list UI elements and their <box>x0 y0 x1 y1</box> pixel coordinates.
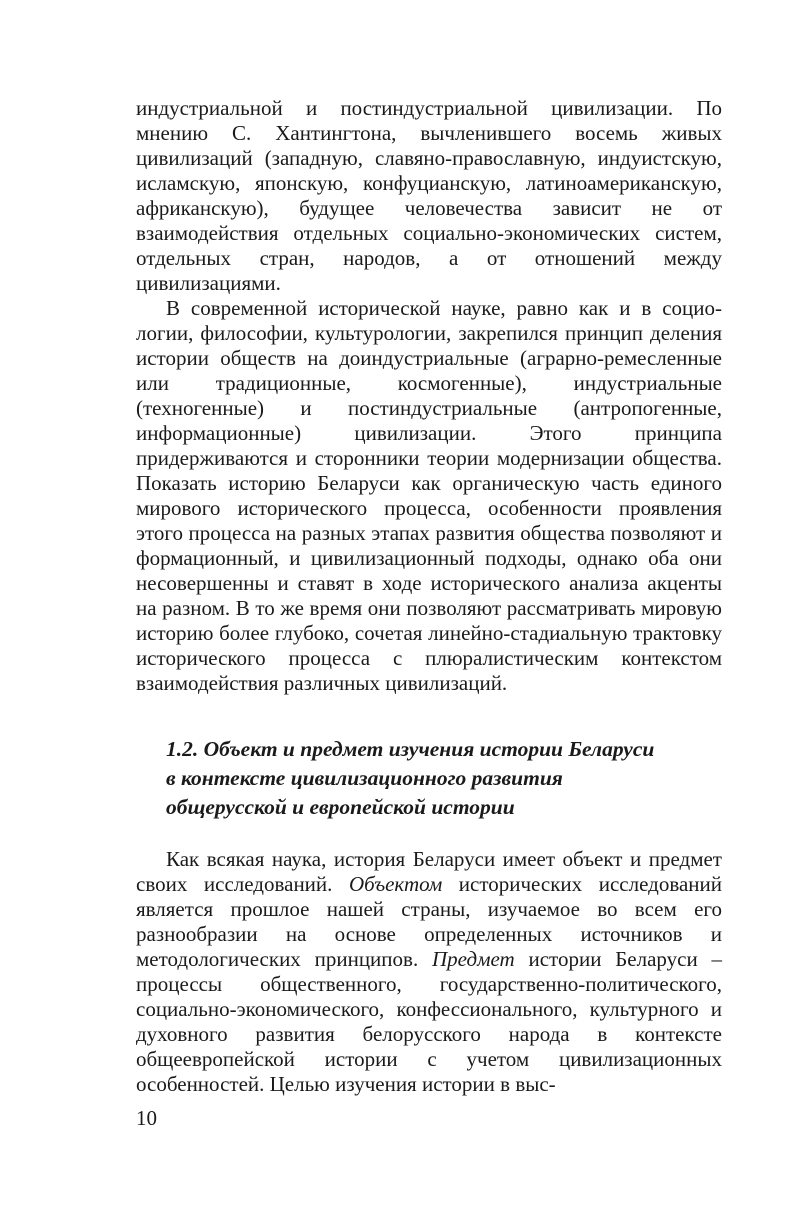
paragraph-modern-historical-science: В современной исторической науке, равно как и в социологии, философии, культурологии, закрепился принцип деления истории обществ на доиндустриальные (аграрно-ремесленные или традиционные, космогенные), индустриальные (техногенные) и постиндустриальные (антропогенные, информационные) цивилизации. Этого принципа придерживаются и сторонники теории модернизации общества. Показать историю Беларуси как органическую часть единого мирового исторического процесса, особенности проявления этого процесса на разных этапах развития общества позволяют и формационный, и цивилизационный подходы, однако оба они несовершенны и ставят в ходе исторического анализа акценты на разном. В то же время они позволяют рассматривать мировую историю более глубоко, сочетая линейно-стадиальную трактовку исторического процесса с плюралистическим контекстом взаимодействия различных цивилизаций. <box>136 296 722 695</box>
section-heading-line-2: в контексте цивилизационного развития <box>166 766 563 790</box>
paragraph-part-1: Как всякая наука, история Беларуси имеет объект и предмет своих исследований. <box>136 847 722 896</box>
page-number: 10 <box>136 1106 157 1130</box>
paragraph-object-and-subject <box>136 847 722 1097</box>
term-object: Объектом <box>348 872 443 896</box>
paragraph-part-2: исторических исследований является прошлое нашей страны, изучаемое во всем его разнообразии на основе определенных источников и методологических принципов. <box>136 872 722 971</box>
paragraph-civilizations: индустриальной и постиндустриальной цивилизации. По мнению С. Хантингтона, вычленившего восемь живых цивилизаций (западную, славяно-православную, индуистскую, исламскую, японскую, конфуцианскую, латиноамериканскую, африканскую), будущее человечества зависит не от взаимодействия отдельных социально-экономических систем, отдельных стран, народов, а от отношений между цивилизациями. <box>136 96 722 295</box>
paragraph-part-3: истории Беларуси – процессы общественного, государственно-политического, социально-экономического, конфессионального, культурного и духовного развития белорусского народа в контексте общеевропейской истории с учетом цивилизационных особенностей. Целью изучения истории в выс- <box>136 947 722 1096</box>
section-heading <box>166 735 722 822</box>
section-heading-line-3: общерусской и европейской истории <box>166 795 515 819</box>
term-subject: Предмет <box>432 947 515 971</box>
page-text <box>136 96 722 1097</box>
section-heading-line-1: 1.2. Объект и предмет изучения истории Беларуси <box>166 737 655 761</box>
